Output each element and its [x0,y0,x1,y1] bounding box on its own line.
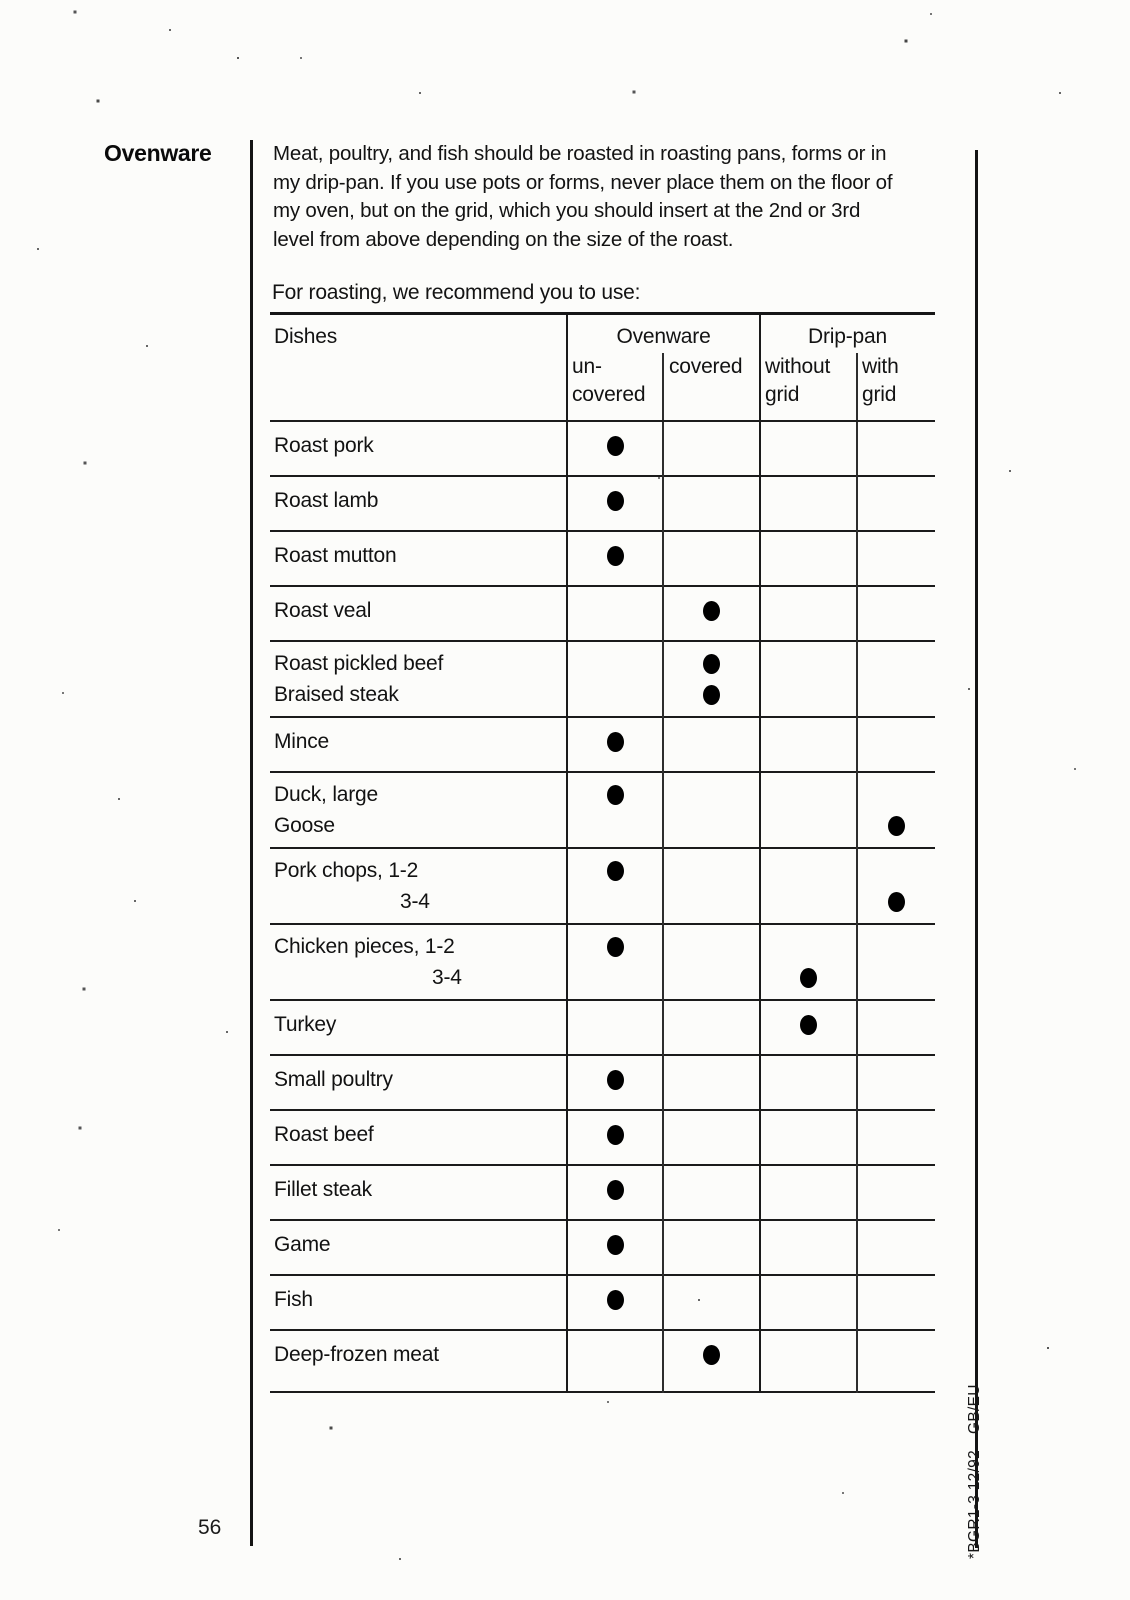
cell-covered [663,1009,760,1040]
cell-covered [663,1284,760,1315]
recommendation-dot-icon [607,1180,624,1200]
subheader-without-grid: grid [765,383,800,406]
cell-without_grid [760,1229,857,1260]
cell-with_grid [857,1339,935,1370]
cell-without_grid [760,962,857,993]
cell-uncovered [567,962,663,993]
table-row-line [270,679,935,710]
recommendation-dot-icon [607,785,624,805]
table-vline-dishes [566,315,568,1393]
cell-covered [663,962,760,993]
table-row [270,849,935,925]
intro-line: Meat, poultry, and fish should be roasted in roasting pans, forms or in [273,142,887,165]
cell-with_grid [857,726,935,757]
cell-covered [663,810,760,841]
cell-uncovered [567,595,663,626]
intro-paragraph [273,140,892,254]
subheader-uncovered: un- [572,355,602,378]
cell-with_grid [857,962,935,993]
footer-print-code [966,1384,984,1559]
table-vline-uncovered-covered [662,353,664,1393]
group-header-drip-pan: Drip-pan [808,325,887,348]
cell-without_grid [760,1064,857,1095]
cell-uncovered [567,810,663,841]
cell-with_grid [857,648,935,679]
table-row [270,642,935,718]
cell-covered [663,886,760,917]
cell-uncovered [567,931,663,962]
table-row [270,532,935,587]
recommendation-dot-icon [607,1125,624,1145]
cell-covered [663,855,760,886]
recommendation-dot-icon [703,654,720,674]
table-row-line [270,1064,935,1095]
cell-without_grid [760,1284,857,1315]
table-header [270,315,935,422]
cell-without_grid [760,931,857,962]
cell-with_grid [857,1119,935,1150]
cell-uncovered [567,726,663,757]
table-row-line [270,886,935,917]
cell-without_grid [760,648,857,679]
cell-without_grid [760,540,857,571]
table-row [270,1276,935,1331]
cell-covered [663,485,760,516]
cell-without_grid [760,485,857,516]
roasting-table [270,312,935,1393]
cell-without_grid [760,595,857,626]
recommendation-dot-icon [607,1235,624,1255]
table-row-line [270,1284,935,1315]
cell-uncovered [567,1009,663,1040]
cell-covered [663,1339,760,1370]
vertical-divider-right [975,150,978,1548]
table-row [270,1056,935,1111]
dish-label: Roast veal [274,598,372,622]
cell-covered [663,1229,760,1260]
cell-without_grid [760,1119,857,1150]
recommendation-dot-icon [703,685,720,705]
dish-label: Roast lamb [274,488,379,512]
dish-label: Fish [274,1287,313,1311]
table-body [270,422,935,1393]
table-row [270,1001,935,1056]
cell-without_grid [760,726,857,757]
table-row [270,718,935,773]
cell-with_grid [857,1174,935,1205]
table-row [270,1166,935,1221]
cell-with_grid [857,931,935,962]
group-header-ovenware: Ovenware [616,325,711,348]
cell-covered [663,779,760,810]
table-row-line [270,810,935,841]
dish-label: Duck, large [274,782,379,806]
cell-with_grid [857,1284,935,1315]
cell-uncovered [567,779,663,810]
recommendation-dot-icon [607,937,624,957]
recommendation-dot-icon [607,546,624,566]
cell-with_grid [857,886,935,917]
table-caption: For roasting, we recommend you to use: [272,281,641,304]
recommendation-dot-icon [800,1015,817,1035]
cell-without_grid [760,679,857,710]
table-row-line [270,1174,935,1205]
column-header-dishes: Dishes [274,325,337,348]
table-row [270,773,935,849]
table-row-line [270,855,935,886]
section-title: Ovenware [104,140,212,166]
dish-label: Mince [274,729,330,753]
cell-uncovered [567,1119,663,1150]
cell-with_grid [857,430,935,461]
table-row-line [270,485,935,516]
table-row [270,477,935,532]
table-row [270,587,935,642]
dish-label: Roast pork [274,433,374,457]
cell-uncovered [567,886,663,917]
cell-without_grid [760,810,857,841]
dish-label: Roast pickled beef [274,651,444,675]
subheader-with-grid: with [862,355,899,378]
cell-covered [663,595,760,626]
cell-covered [663,648,760,679]
vertical-divider-left [250,140,253,1546]
subheader-covered: covered [669,355,743,378]
recommendation-dot-icon [607,436,624,456]
recommendation-dot-icon [607,491,624,511]
cell-with_grid [857,1009,935,1040]
subheader-uncovered: covered [572,383,646,406]
recommendation-dot-icon [607,732,624,752]
dish-label: Roast mutton [274,543,397,567]
cell-without_grid [760,1339,857,1370]
table-vline-without-with [856,353,858,1393]
cell-without_grid [760,855,857,886]
cell-uncovered [567,648,663,679]
cell-with_grid [857,1229,935,1260]
cell-without_grid [760,779,857,810]
cell-uncovered [567,430,663,461]
cell-with_grid [857,679,935,710]
table-row [270,1221,935,1276]
dish-label: Roast beef [274,1122,374,1146]
cell-without_grid [760,886,857,917]
scan-noise [0,0,2,2]
dish-label: Braised steak [274,682,399,706]
table-row-line [270,430,935,461]
dish-label: Pork chops, 1-2 [274,858,419,882]
table-row [270,925,935,1001]
page-number: 56 [198,1516,222,1539]
table-row [270,1111,935,1166]
cell-uncovered [567,485,663,516]
table-row-line [270,648,935,679]
footer-code: *BGR1-3 12/92 [966,1449,983,1559]
table-row-line [270,1009,935,1040]
cell-covered [663,1119,760,1150]
table-vline-ovenware-drippan [759,315,761,1393]
recommendation-dot-icon [888,892,905,912]
cell-uncovered [567,1229,663,1260]
cell-uncovered [567,1064,663,1095]
cell-with_grid [857,485,935,516]
recommendation-dot-icon [800,968,817,988]
subheader-with-grid: grid [862,383,897,406]
intro-line: level from above depending on the size of the roast. [273,227,734,251]
table-row-line [270,962,935,993]
cell-uncovered [567,1284,663,1315]
cell-covered [663,679,760,710]
subheader-without-grid: without [765,355,831,378]
cell-uncovered [567,679,663,710]
footer-region: GB/EU [966,1384,983,1434]
cell-uncovered [567,855,663,886]
table-row-line [270,1229,935,1260]
table-row-line [270,931,935,962]
table-row [270,1331,935,1393]
table-row [270,422,935,477]
recommendation-dot-icon [703,1345,720,1365]
cell-covered [663,1064,760,1095]
table-row-line [270,540,935,571]
dish-label: Game [274,1232,331,1256]
recommendation-dot-icon [607,1070,624,1090]
table-row-line [270,779,935,810]
dish-label: Goose [274,813,335,837]
dish-label: Chicken pieces, 1-2 [274,934,455,958]
cell-covered [663,1174,760,1205]
dish-label: Small poultry [274,1067,393,1091]
recommendation-dot-icon [607,861,624,881]
table-row-line [270,726,935,757]
cell-with_grid [857,779,935,810]
recommendation-dot-icon [888,816,905,836]
cell-covered [663,726,760,757]
table-row-line [270,595,935,626]
dish-label: Fillet steak [274,1177,372,1201]
cell-covered [663,540,760,571]
cell-uncovered [567,1339,663,1370]
cell-without_grid [760,430,857,461]
recommendation-dot-icon [607,1290,624,1310]
cell-without_grid [760,1174,857,1205]
cell-covered [663,931,760,962]
table-row-line [270,1339,935,1370]
dish-label: Turkey [274,1012,337,1036]
cell-covered [663,430,760,461]
cell-with_grid [857,595,935,626]
cell-with_grid [857,810,935,841]
cell-without_grid [760,1009,857,1040]
cell-with_grid [857,1064,935,1095]
table-row-line [270,1119,935,1150]
recommendation-dot-icon [703,601,720,621]
dish-label: 3-4 [400,889,430,913]
intro-line: my drip-pan. If you use pots or forms, never place them on the floor of [273,170,893,194]
cell-uncovered [567,540,663,571]
cell-uncovered [567,1174,663,1205]
cell-with_grid [857,855,935,886]
intro-line: my oven, but on the grid, which you should insert at the 2nd or 3rd [273,199,861,222]
cell-with_grid [857,540,935,571]
dish-label: 3-4 [432,965,462,989]
dish-label: Deep-frozen meat [274,1342,439,1366]
